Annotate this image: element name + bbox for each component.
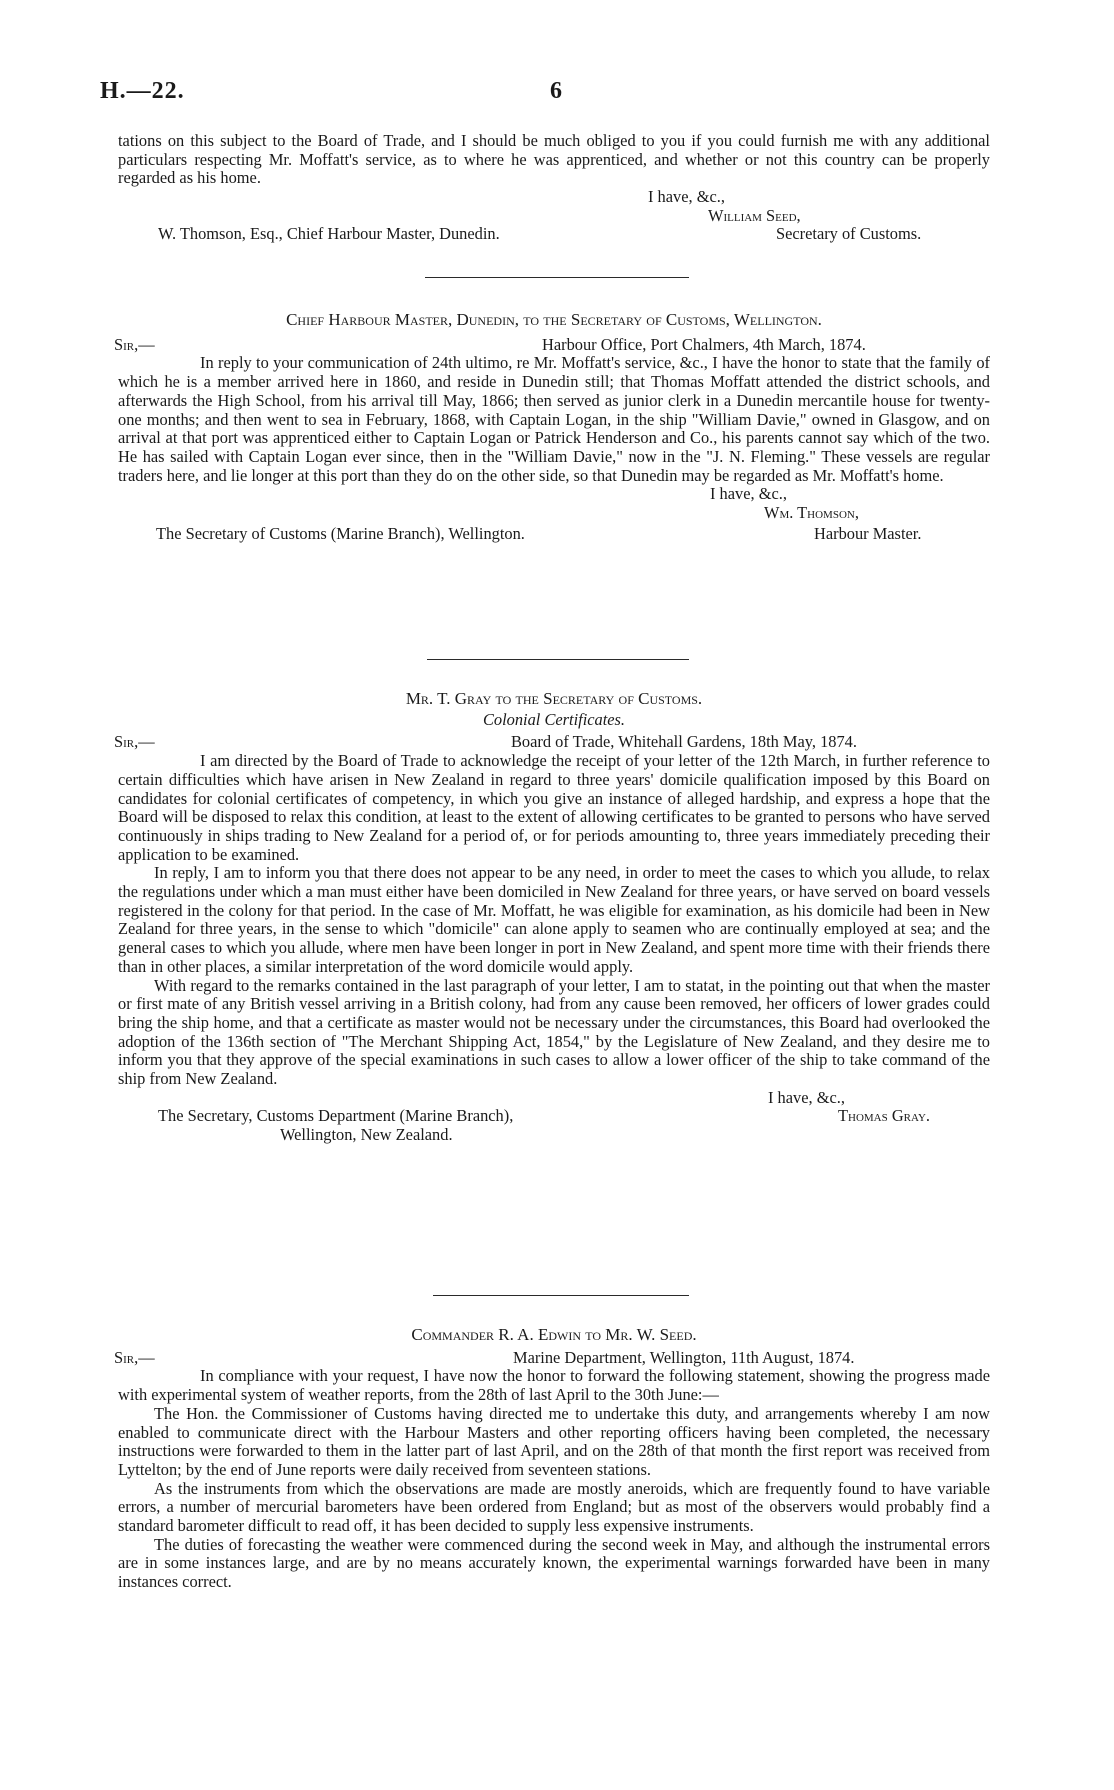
section-divider: [425, 277, 689, 278]
page-number: 6: [550, 78, 563, 104]
letter3-paragraph-1: I am directed by the Board of Trade to acknowledge the receipt of your letter of the 12th March, in further reference to certain difficulties which have arisen in New Zealand in regard to three years' domicile qualification imposed by this Board on candidates for colonial certificates of competency, in which you give an instance of alleged hardship, and express a hope that the Board will be disposed to relax this condition, at least to the extent of allowing certificates to be granted to persons who have served continuously in ships trading to New Zealand for a period of, or for periods amounting to, three years immediately preceding their application to be examined.: [118, 751, 990, 864]
letter4-section: [114, 1325, 990, 1592]
letter1-signer: William Seed,: [708, 205, 801, 225]
letter3-paragraph-2: In reply, I am to inform you that there does not appear to be any need, in order to meet the cases to which you allude, to relax the regulations under which a man must either have been domiciled in New Zealand for three years, or have served on board vessels registered in the colony for that period. In the case of Mr. Moffatt, he was eligible for examination, as his domicile had been in New Zealand for three years, in the sense to which "domicile" can alone apply to seamen who are continually employed at sea; and the general cases to which you allude, where men have been longer in port in New Zealand, and spent more time with their friends there than in other places, a similar interpretation of the word domicile would apply.: [118, 863, 990, 976]
letter1-closing: I have, &c.,: [648, 187, 725, 207]
letter4-paragraph-2: The Hon. the Commissioner of Customs having directed me to undertake this duty, and arrangements whereby I am now enabled to communicate direct with the Harbour Masters and other reporting officers having been completed, the necessary instructions were forwarded to them in the latter part of last April, and on the 28th of that month the first report was received from Lyttelton; by the end of June reports were daily received from seventeen stations.: [118, 1403, 990, 1479]
letter3-signer: Thomas Gray.: [838, 1106, 930, 1126]
letter1-addressee: W. Thomson, Esq., Chief Harbour Master, Dunedin.: [158, 224, 500, 244]
letter3-closing: I have, &c.,: [768, 1087, 845, 1107]
letter1-paragraph: tations on this subject to the Board of Trade, and I should be much obliged to you if you could furnish me with any additional particulars respecting Mr. Moffatt's service, as to where he was apprenticed, and whether or not this country can be properly regarded as his home.: [118, 131, 990, 188]
letter4-paragraph-3: As the instruments from which the observations are made are mostly aneroids, which are frequently found to have variable errors, a number of mercurial barometers have been ordered from England; but as most of the observers would probably find a standard barometer difficult to read off, it has been decided to supply less expensive instruments.: [118, 1478, 990, 1536]
report-reference: H.—22.: [100, 78, 185, 104]
letter2-closing: I have, &c.,: [710, 484, 787, 504]
letter3-section: [114, 689, 990, 1145]
letter2-dateline: Harbour Office, Port Chalmers, 4th March, 1874.: [542, 334, 866, 354]
letter4-salutation: Sir,—: [114, 1347, 155, 1367]
letter4-paragraph-1: In compliance with your request, I have now the honor to forward the following statement, showing the progress made with experimental system of weather reports, from the 28th of last April to the 30th June:—: [118, 1366, 990, 1405]
letter4-heading: Commander R. A. Edwin to Mr. W. Seed.: [411, 1325, 697, 1344]
letter1-section: [118, 132, 990, 244]
letter2-signer: Wm. Thomson,: [764, 503, 859, 522]
letter4-dateline: Marine Department, Wellington, 11th August, 1874.: [513, 1347, 855, 1367]
letter2-salutation: Sir,—: [114, 334, 155, 354]
letter2-signer-title: Harbour Master.: [814, 523, 922, 543]
letter3-subheading: Colonial Certificates.: [482, 709, 626, 729]
letter4-paragraph-4: The duties of forecasting the weather were commenced during the second week in May, and although the instrumental errors are in some instances large, and are by no means accurately known, the experimental warnings forwarded have been in many instances correct.: [118, 1534, 990, 1592]
letter3-addressee-line1: The Secretary, Customs Department (Marine Branch),: [158, 1106, 514, 1126]
section-divider: [433, 1295, 689, 1296]
letter2-addressee: The Secretary of Customs (Marine Branch), Wellington.: [156, 523, 525, 543]
letter2-heading: Chief Harbour Master, Dunedin, to the Secretary of Customs, Wellington.: [286, 310, 822, 329]
section-divider: [427, 659, 689, 660]
letter1-signer-title: Secretary of Customs.: [776, 224, 922, 244]
letter3-paragraph-3: With regard to the remarks contained in the last paragraph of your letter, I am to statat, in the pointing out that when the master or first mate of any British vessel arriving in a British colony, had from any cause been removed, her officers of lower grades could bring the ship home, and that a certificate as master would not be necessary under the circumstances, this Board had overlooked the adoption of the 136th section of "The Merchant Shipping Act, 1854," by the Legislature of New Zealand, and they desire me to inform you that they approve of the special examinations in such cases to allow a lower officer of the ship to take command of the ship from New Zealand.: [118, 975, 990, 1089]
letter3-salutation: Sir,—: [114, 732, 155, 752]
letter3-heading: Mr. T. Gray to the Secretary of Customs.: [405, 689, 703, 708]
letter3-dateline: Board of Trade, Whitehall Gardens, 18th May, 1874.: [511, 732, 857, 752]
letter2-section: [114, 310, 990, 543]
letter2-paragraph: In reply to your communication of 24th ultimo, re Mr. Moffatt's service, &c., I have the honor to state that the family of which he is a member arrived here in 1860, and reside in Dunedin still; that Thomas Moffatt attended the district schools, and afterwards the High School, from his arrival till May, 1866; then served as junior clerk in a Dunedin mercantile house for twenty-one months; and then went to sea in February, 1868, with Captain Logan, in the ship "William Davie," owned in Glasgow, and on arrival at that port was apprenticed either to Captain Logan or Patrick Henderson and Co., his parents cannot say which of the two. He has sailed with Captain Logan ever since, then in the "William Davie," now in the "J. N. Fleming." These vessels are regular traders here, and lie longer at this port than they do on the other side, so that Dunedin may be regarded as Mr. Moffatt's home.: [118, 353, 990, 485]
letter3-addressee-line2: Wellington, New Zealand.: [280, 1125, 453, 1145]
